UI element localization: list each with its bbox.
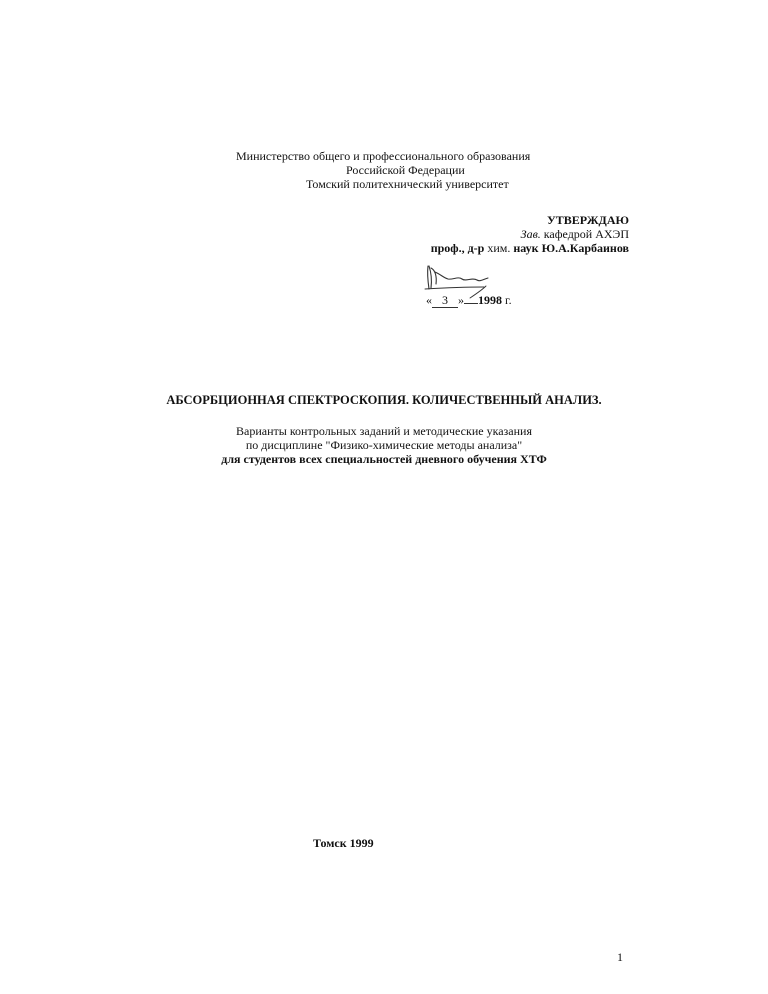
document-discipline: по дисциплине "Физико-химические методы анализа" [245, 438, 523, 452]
date-month-blank [464, 303, 478, 304]
date-year-suffix: г. [502, 293, 512, 307]
approval-post [521, 227, 629, 241]
ministry-name: Министерство общего и профессионального образования [236, 149, 531, 163]
approval-name: наук Ю.А.Карбаинов [513, 241, 629, 255]
page-number: 1 [617, 950, 623, 964]
document-subtitle: Варианты контрольных заданий и методические указания [236, 424, 532, 438]
date-quote-close: » [458, 293, 464, 307]
date-year: 1998 [478, 293, 502, 307]
approval-title-text: УТВЕРЖДАЮ [546, 213, 629, 227]
approval-title [547, 213, 629, 227]
document-audience [0, 452, 768, 466]
approval-post-department: кафедрой АХЭП [540, 227, 629, 241]
approval-rank: проф., д-р [430, 241, 485, 255]
approval-signatory [431, 241, 629, 255]
document-title [0, 393, 768, 407]
document-title-text: АБСОРБЦИОННАЯ СПЕКТРОСКОПИЯ. КОЛИЧЕСТВЕННЫЙ АНАЛИЗ. [166, 393, 602, 407]
place-year [313, 836, 374, 850]
date-day: 3 [432, 293, 458, 308]
approval-post-abbrev: Зав. [520, 227, 541, 241]
university-name: Томский политехнический университет [306, 177, 509, 191]
approval-date [426, 293, 512, 308]
approval-field: хим. [484, 241, 514, 255]
document-audience-text: для студентов всех специальностей дневного обучения ХТФ [221, 452, 547, 466]
place-year-text: Томск 1999 [313, 836, 374, 850]
date-quote-open: « [426, 293, 432, 307]
federation-name: Российской Федерации [346, 163, 465, 177]
